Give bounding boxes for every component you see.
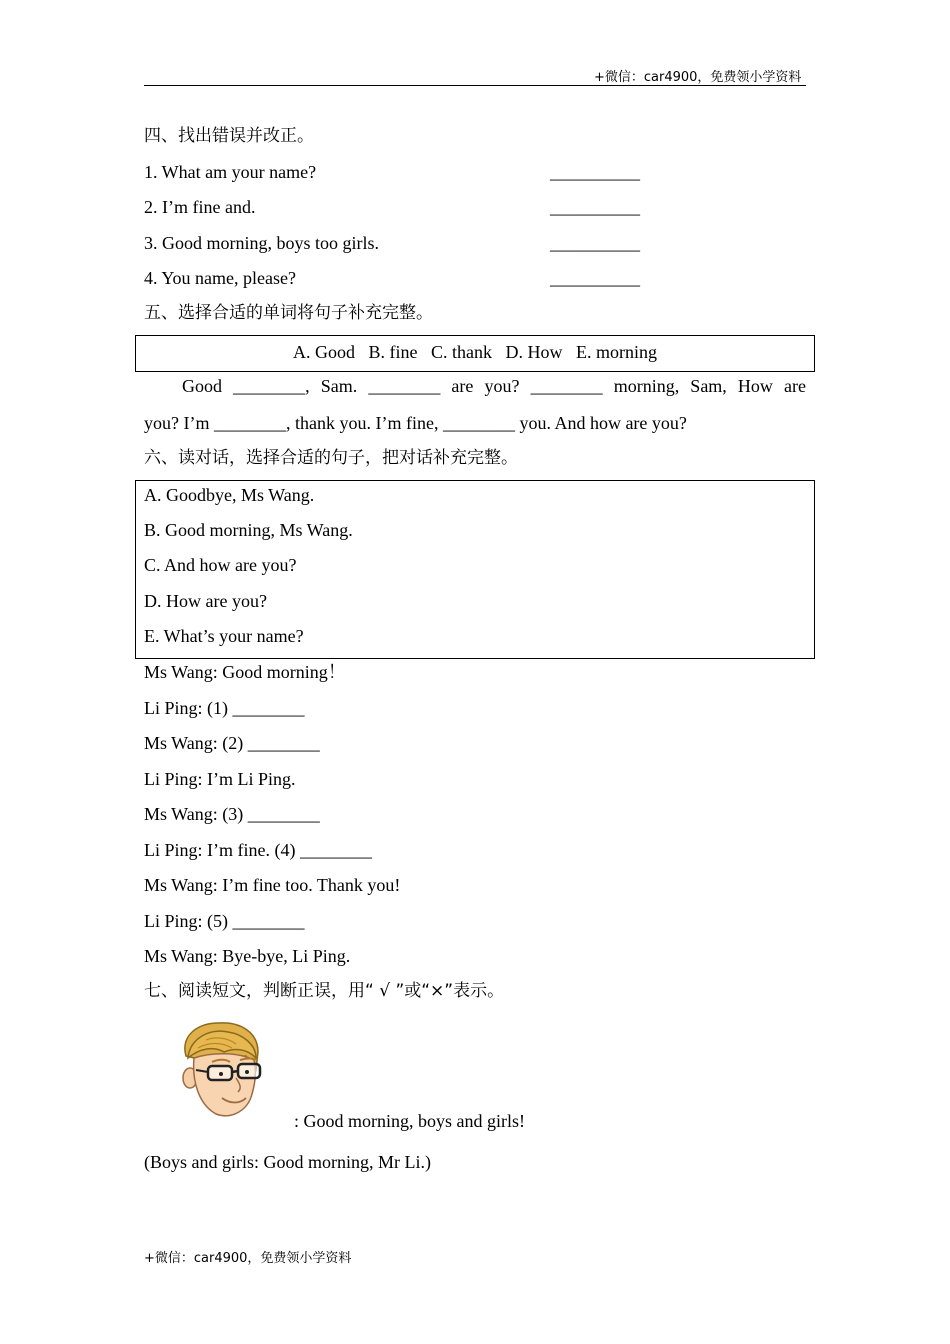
- word-bank-options: A. Good B. fine C. thank D. How E. morning: [293, 342, 657, 362]
- dialogue-line: Ms Wang: Bye-bye, Li Ping.: [144, 946, 351, 966]
- section7-title: 七、阅读短文，判断正误，用“ √ ”或“×”表示。: [144, 981, 505, 1001]
- word-bank-box: [135, 335, 815, 372]
- header-watermark: +微信：car4900，免费领小学资料: [594, 70, 802, 85]
- dialogue-line: Li Ping: I’m fine. (4) ________: [144, 840, 372, 860]
- section4-item-1: 1. What am your name?: [144, 162, 317, 182]
- sentence-option-a: A. Goodbye, Ms Wang.: [144, 485, 315, 505]
- class-reply: (Boys and girls: Good morning, Mr Li.): [144, 1152, 431, 1172]
- sentence-option-d: D. How are you?: [144, 591, 267, 611]
- header-rule: [144, 85, 806, 86]
- sentence-option-b: B. Good morning, Ms Wang.: [144, 520, 353, 540]
- dialogue-line: Li Ping: I’m Li Ping.: [144, 769, 296, 789]
- section4-title: 四、找出错误并改正。: [144, 126, 314, 146]
- answer-blank-2: __________: [550, 197, 640, 217]
- answer-blank-3: __________: [550, 233, 640, 253]
- sentence-options-box: [135, 480, 815, 659]
- dialogue-line: Ms Wang: (3) ________: [144, 804, 320, 824]
- fill-paragraph-line-2: you? I’m ________, thank you. I’m fine, ________ you. And how are you?: [144, 413, 687, 433]
- section5-title: 五、选择合适的单词将句子补充完整。: [144, 303, 433, 323]
- dialogue-line: Li Ping: (5) ________: [144, 911, 305, 931]
- dialogue-line: Ms Wang: I’m fine too. Thank you!: [144, 875, 401, 895]
- dialogue-line: Li Ping: (1) ________: [144, 698, 305, 718]
- section4-item-2: 2. I’m fine and.: [144, 197, 256, 217]
- teacher-illustration: [176, 1018, 266, 1120]
- section6-title: 六、读对话，选择合适的句子，把对话补充完整。: [144, 448, 518, 468]
- section4-item-4: 4. You name, please?: [144, 268, 296, 288]
- dialogue-line: Ms Wang: Good morning！: [144, 662, 346, 682]
- fill-paragraph-line-1: Good ________, Sam. ________ are you? ________ morning, Sam, How are: [182, 376, 806, 396]
- answer-blank-4: __________: [550, 268, 640, 288]
- answer-blank-1: __________: [550, 162, 640, 182]
- section4-item-3: 3. Good morning, boys too girls.: [144, 233, 380, 253]
- sentence-option-e: E. What’s your name?: [144, 626, 304, 646]
- dialogue-line: Ms Wang: (2) ________: [144, 733, 320, 753]
- teacher-greeting: : Good morning, boys and girls!: [294, 1111, 525, 1131]
- sentence-option-c: C. And how are you?: [144, 555, 297, 575]
- footer-watermark: +微信：car4900，免费领小学资料: [144, 1251, 352, 1266]
